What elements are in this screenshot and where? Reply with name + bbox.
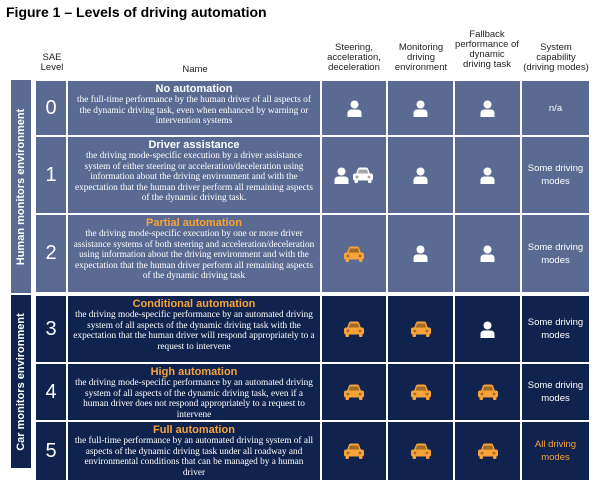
car-icon-orange — [410, 320, 432, 338]
steering-cell — [321, 214, 387, 293]
level-number: 3 — [45, 317, 57, 340]
capability-text: Some driving modes — [527, 380, 584, 404]
steering-cell — [321, 80, 387, 136]
car-icon-orange — [410, 442, 432, 460]
car-icon-white — [352, 166, 374, 184]
level-title: No automation — [155, 83, 233, 95]
human-icon — [347, 100, 362, 117]
level-number-cell — [35, 363, 67, 421]
capability-cell — [521, 295, 590, 363]
level-number-cell — [35, 295, 67, 363]
steering-cell — [321, 136, 387, 214]
fallback-cell — [454, 80, 521, 136]
band-car-label: Car monitors environment — [15, 312, 27, 451]
level-number: 0 — [45, 96, 57, 119]
fallback-cell — [454, 295, 521, 363]
level-number: 1 — [45, 163, 57, 186]
header-name: Name — [182, 64, 208, 75]
level-title: High automation — [150, 366, 238, 378]
level-name-cell — [67, 421, 321, 481]
level-name-cell — [67, 363, 321, 421]
capability-text: Some driving modes — [527, 317, 584, 341]
human-icon — [413, 100, 428, 117]
car-icon-orange — [343, 245, 365, 263]
monitoring-cell — [387, 214, 454, 293]
level-description: the full-time performance by the human driver of all aspects of the dynamic driving task, even when enhanced by warning or intervention systems — [77, 95, 311, 127]
fallback-cell — [454, 421, 521, 481]
steering-cell — [321, 421, 387, 481]
level-name-cell — [67, 80, 321, 136]
monitoring-cell — [387, 136, 454, 214]
level-name-cell — [67, 295, 321, 363]
level-number-cell — [35, 214, 67, 293]
steering-cell — [321, 295, 387, 363]
capability-text: n/a — [548, 102, 563, 114]
header-sae-level: SAE Level — [40, 52, 64, 73]
level-description: the driving mode-specific performance by an automated driving system of all aspects of the dynamic driving task, even if a human driver does not respond appropriately to a request to intervene — [75, 378, 313, 420]
monitoring-cell — [387, 421, 454, 481]
level-name-cell — [67, 136, 321, 214]
monitoring-cell — [387, 80, 454, 136]
level-title: Conditional automation — [132, 298, 256, 310]
human-icon — [480, 321, 495, 338]
header-monitoring: Monitoring driving environment — [394, 42, 448, 73]
fallback-cell — [454, 136, 521, 214]
level-description: the driving mode-specific performance by an automated driving system of all aspects of the dynamic driving task with the expectation that the human driver will respond appropriately to a request to intervene — [73, 310, 315, 352]
level-number-cell — [35, 136, 67, 214]
level-description: the driving mode-specific execution by a driver assistance system of either steering or acceleration/deceleration using information about the driving environment and with the expectation that the human driver perform all remaining aspects of the dynamic driving task. — [74, 151, 313, 204]
level-title: Full automation — [153, 424, 235, 436]
steering-cell — [321, 363, 387, 421]
human-icon — [480, 245, 495, 262]
capability-cell — [521, 80, 590, 136]
level-number-cell — [35, 421, 67, 481]
band-human-label: Human monitors environment — [15, 108, 27, 265]
level-description: the driving mode-specific execution by one or more driver assistance systems of both steering and acceleration/deceleration using information about the driving environment and with the expectation that the human driver perform all remaining aspects of the dynamic driving task — [73, 229, 315, 282]
capability-cell — [521, 214, 590, 293]
figure-title: Figure 1 – Levels of driving automation — [6, 4, 267, 20]
capability-cell — [521, 363, 590, 421]
human-icon — [413, 167, 428, 184]
human-icon — [480, 167, 495, 184]
level-number-cell — [35, 80, 67, 136]
capability-text: Some driving modes — [527, 163, 584, 187]
band-car-monitors — [11, 295, 31, 468]
human-icon — [413, 245, 428, 262]
level-title: Partial automation — [146, 217, 242, 229]
level-number: 4 — [45, 380, 57, 403]
human-icon — [480, 100, 495, 117]
level-number: 5 — [45, 439, 57, 462]
level-description: the full-time performance by an automated driving system of all aspects of the dynamic driving task under all roadway and environmental conditions that can be managed by a human driver — [74, 436, 314, 478]
car-icon-orange — [477, 442, 499, 460]
header-capability: System capability (driving modes) — [523, 42, 589, 73]
monitoring-cell — [387, 295, 454, 363]
level-number: 2 — [45, 242, 57, 264]
header-fallback: Fallback performance of dynamic driving task — [455, 29, 519, 70]
fallback-cell — [454, 363, 521, 421]
capability-cell — [521, 421, 590, 481]
car-icon-orange — [343, 320, 365, 338]
car-icon-orange — [477, 383, 499, 401]
header-steering: Steering, acceleration, deceleration — [327, 42, 381, 73]
human-icon — [334, 167, 349, 184]
car-icon-orange — [410, 383, 432, 401]
car-icon-orange — [343, 442, 365, 460]
capability-text: All driving modes — [534, 439, 577, 463]
level-title: Driver assistance — [148, 139, 240, 151]
monitoring-cell — [387, 363, 454, 421]
fallback-cell — [454, 214, 521, 293]
band-human-monitors — [11, 80, 31, 293]
car-icon-orange — [343, 383, 365, 401]
level-name-cell — [67, 214, 321, 293]
capability-text: Some driving modes — [527, 241, 584, 266]
capability-cell — [521, 136, 590, 214]
